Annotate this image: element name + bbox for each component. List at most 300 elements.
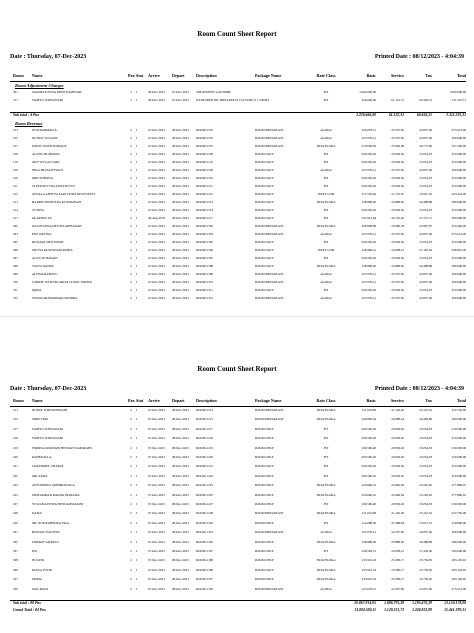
room-number-cell: 217	[13, 98, 18, 102]
report-title: Room Count Sheet Report	[197, 30, 277, 38]
depart-date-cell: 08-Dec-2023	[172, 264, 189, 268]
status-cell: I	[136, 511, 138, 516]
arrive-date-cell: 07-Dec-2023	[148, 426, 165, 431]
rate-class-cell: FIT	[323, 549, 329, 553]
package-cell: ROOM ONLY	[255, 248, 274, 252]
depart-date-cell: 08-Dec-2023	[172, 144, 189, 148]
service-cell: 22.597,82	[391, 136, 404, 140]
rate-class-cell: TIKET.COM	[317, 248, 335, 252]
table-row	[10, 256, 466, 263]
arrive-date-cell: 07-Dec-2023	[148, 288, 165, 292]
description-cell: ROOM-1214	[196, 208, 214, 212]
service-cell: 22.966,04	[391, 483, 404, 488]
tax-cell: 60.456,31	[419, 98, 432, 102]
guest-name-cell: MUHAMMAD RAKHA PRATAMA	[32, 492, 80, 497]
basic-cell: 1.900.000,00	[359, 90, 376, 94]
depart-date-cell: 08-Dec-2023	[172, 483, 189, 488]
subtotal-total: 13.150.178,00	[444, 601, 466, 605]
depart-date-cell: 08-Dec-2023	[172, 224, 189, 228]
package-cell: ROOM ONLY	[255, 176, 274, 180]
guest-name-cell: OKY WULAN SARI	[32, 160, 60, 164]
table-row	[10, 288, 466, 295]
depart-date-cell: 08-Dec-2023	[172, 272, 189, 276]
room-number-cell: 221	[13, 464, 18, 469]
basic-cell: 214.688,39	[361, 520, 376, 525]
pax-cell: 2	[130, 232, 132, 236]
description-cell: TREATMENT LAUNDRY	[196, 90, 232, 94]
pax-cell: 2	[130, 426, 132, 431]
room-number-cell: 307	[13, 256, 18, 260]
depart-date-cell: 08-Dec-2023	[172, 184, 189, 188]
total-cell: 250.000,00	[451, 176, 466, 180]
tax-cell: 23.054,93	[419, 436, 432, 441]
arrive-date-cell: 07-Dec-2023	[148, 248, 165, 252]
header-depart: Depart	[172, 73, 185, 78]
arrive-date-cell: 07-Dec-2023	[148, 272, 165, 276]
guest-name-cell: RIANA PUTRI	[32, 567, 52, 572]
status-cell: I	[136, 473, 138, 478]
pax-cell: 2	[130, 436, 132, 441]
description-cell: ROOM-1312	[196, 296, 214, 300]
depart-date-cell: 08-Dec-2023	[172, 288, 189, 292]
total-cell: 250.000,00	[451, 208, 466, 212]
tax-cell: 24.857,60	[419, 136, 432, 140]
guest-name-cell: VISNIA MUHAMMAD SONDRA	[32, 296, 78, 300]
table-row	[10, 264, 466, 271]
description-cell: ROOM-1227	[196, 502, 214, 506]
table-row	[10, 168, 466, 175]
pax-cell: 2	[130, 558, 132, 563]
rate-class-cell: FIT	[323, 436, 329, 441]
arrive-date-cell: 07-Dec-2023	[148, 144, 165, 148]
room-number-cell: 225	[13, 492, 18, 497]
table-row	[10, 280, 466, 287]
status-cell: I	[136, 208, 138, 212]
status-cell: I	[136, 586, 138, 591]
pax-cell: 2	[130, 160, 132, 164]
package-cell: ROOM BREAKFAST	[255, 224, 284, 228]
room-number-cell: 214	[13, 208, 18, 212]
service-cell: 20.959,02	[391, 464, 404, 469]
rate-class-cell: TRAVELOKA	[316, 492, 336, 497]
room-number-cell: 210	[13, 176, 18, 180]
status-cell: I	[136, 98, 138, 102]
package-cell: ROOM ONLY	[255, 152, 274, 156]
header-name: Name	[32, 398, 43, 403]
guest-name-cell: PRIMA	[32, 577, 43, 582]
table-row	[10, 436, 466, 443]
table-row	[10, 216, 466, 223]
service-cell: 22.597,82	[391, 586, 404, 591]
pax-cell: 2	[130, 200, 132, 204]
table-row	[10, 184, 466, 191]
package-cell: ROOM BREAKFAST	[255, 144, 284, 148]
status-cell: I	[136, 417, 138, 422]
total-cell: 250.000,00	[451, 426, 466, 431]
pax-cell: 2	[130, 530, 132, 535]
basic-cell: 225.978,12	[361, 232, 376, 236]
basic-cell: 209.590,26	[361, 288, 376, 292]
service-cell: 20.959,02	[391, 288, 404, 292]
arrive-date-cell: 07-Dec-2023	[148, 264, 165, 268]
room-number-cell: 301	[13, 530, 18, 535]
depart-date-cell: 08-Dec-2023	[172, 280, 189, 284]
service-cell: 24.791,29	[391, 216, 404, 220]
basic-cell: 209.590,26	[361, 184, 376, 188]
service-cell: 23.888,20	[391, 264, 404, 268]
guest-name-cell: AGUNG BUDIMAN	[32, 152, 60, 156]
room-number-cell: 109	[13, 168, 18, 172]
room-number-cell: 327	[13, 577, 18, 582]
arrive-date-cell: 07-Dec-2023	[148, 473, 165, 478]
room-number-cell: 305	[13, 240, 18, 244]
guest-name-cell: OLARIESCYA	[32, 216, 52, 220]
tax-cell: 24.857,60	[419, 296, 432, 300]
table-row	[10, 248, 466, 255]
rate-class-cell: TRAVELOKA	[316, 539, 336, 544]
guest-name-cell: ANTONIMUS ADHIPRAYOGA	[32, 483, 75, 488]
rate-class-cell: TRAVELOKA	[316, 264, 336, 268]
total-cell: 250.000,00	[451, 256, 466, 260]
description-cell: ROOM-1217	[196, 426, 214, 431]
arrive-date-cell: 07-Dec-2023	[148, 464, 165, 469]
table-row	[10, 224, 466, 231]
header-pax: Pax	[128, 73, 135, 78]
status-cell: I	[136, 426, 138, 431]
description-cell: ROOM-1310	[196, 280, 214, 284]
guest-name-cell: NUR RAHMAD A.	[32, 128, 58, 132]
tax-cell: 24.857,60	[419, 232, 432, 236]
package-cell: ROOM ONLY	[255, 426, 274, 431]
description-cell: ROOM-1210	[196, 176, 214, 180]
service-cell: 20.689,78	[391, 224, 404, 228]
rate-class-cell: FIT	[323, 464, 329, 469]
table-row	[10, 272, 466, 279]
description-cell: ROOM-1305	[196, 240, 214, 244]
basic-cell: 225.978,12	[361, 586, 376, 591]
table-row	[10, 408, 466, 415]
table-row	[10, 530, 466, 537]
status-cell: I	[136, 567, 138, 572]
basic-cell: 209.590,26	[361, 455, 376, 459]
basic-cell: 238.880,60	[361, 264, 376, 268]
arrive-date-cell: 07-Dec-2023	[148, 492, 165, 497]
report-page-1	[0, 0, 474, 316]
header-depart: Depart	[172, 398, 185, 403]
description-cell: ROOM-1215	[196, 417, 214, 422]
description-cell: ROOM-1217	[196, 216, 214, 220]
service-cell: 24.088,24	[391, 417, 404, 422]
guest-name-cell: YUNITA	[32, 208, 44, 212]
subtotal-total: 2.311.225,31	[446, 113, 466, 117]
basic-cell: 209.590,26	[361, 426, 376, 431]
arrive-date-cell: 07-Dec-2023	[148, 200, 165, 204]
tax-cell: 25.739,05	[419, 577, 432, 582]
header-name: Name	[32, 73, 43, 78]
package-cell: ROOM ONLY	[255, 445, 274, 450]
rate-class-cell: TRAVELOKA	[316, 144, 336, 148]
service-cell: 20.959,02	[391, 152, 404, 156]
room-number-cell: 305	[13, 539, 18, 544]
total-cell: 273.514,00	[451, 586, 466, 591]
table-row	[10, 176, 466, 183]
rate-class-cell: TRAVELOKA	[316, 511, 336, 516]
tax-cell: 26.488,89	[419, 539, 432, 544]
rate-class-cell: FIT	[323, 90, 329, 94]
rate-class-cell: AGODA	[320, 280, 332, 284]
arrive-date-cell: 07-Dec-2023	[148, 128, 165, 132]
header-package: Package Name	[255, 73, 282, 78]
guest-name-cell: ALFINA RAHAYU	[32, 272, 58, 276]
room-number-cell: 306	[13, 248, 18, 252]
total-cell: 269.000,00	[451, 168, 466, 172]
depart-date-cell: 08-Dec-2023	[172, 455, 189, 459]
table-row	[10, 136, 466, 143]
pax-cell: 2	[130, 464, 132, 469]
tax-cell: 24.857,60	[419, 280, 432, 284]
arrive-date-cell: 07-Dec-2023	[148, 280, 165, 284]
tax-cell: 27.272,71	[419, 216, 432, 220]
table-row	[10, 483, 466, 490]
tax-cell: 24.857,60	[419, 168, 432, 172]
depart-date-cell: 08-Dec-2023	[172, 586, 189, 591]
depart-date-cell: 08-Dec-2023	[172, 240, 189, 244]
room-number-cell: 330	[13, 586, 18, 591]
header-pax: Pax	[128, 398, 135, 403]
header-rate-class: Rate Class	[316, 398, 336, 403]
depart-date-cell: 08-Dec-2023	[172, 511, 189, 516]
printed-date: Printed Date : 08/12/2023 - 4:04:39	[374, 54, 464, 60]
subtotal-row	[10, 601, 466, 608]
depart-date-cell: 08-Dec-2023	[172, 417, 189, 422]
package-cell: ROOM ONLY	[255, 216, 274, 220]
table-row	[10, 144, 466, 151]
basic-cell: 226.078,15	[361, 128, 376, 132]
tax-cell: 26.469,89	[419, 417, 432, 422]
package-cell: ROOM ONLY	[255, 200, 274, 204]
status-cell: I	[136, 539, 138, 544]
tax-cell: 23.054,93	[419, 464, 432, 469]
total-cell: 273.514,60	[451, 128, 466, 132]
status-cell: I	[136, 408, 138, 412]
service-cell: 20.959,02	[391, 256, 404, 260]
description-cell: ROOM-1303	[196, 232, 214, 236]
service-cell: 21.755,97	[391, 192, 404, 196]
package-cell: ROOM ONLY	[255, 567, 274, 572]
status-cell: I	[136, 264, 138, 268]
table-row	[10, 493, 466, 500]
depart-date-cell: 08-Dec-2023	[172, 426, 189, 431]
tax-cell: 23.191,52	[419, 408, 432, 412]
depart-date-cell: 08-Dec-2023	[172, 558, 189, 563]
status-cell: I	[136, 549, 138, 553]
package-cell: ROOM ONLY	[255, 492, 274, 497]
description-cell: ROOM-1327	[196, 577, 214, 582]
basic-cell: 238.880,60	[361, 539, 376, 544]
package-cell: ROOM BREAKFAST	[255, 280, 284, 284]
rate-class-cell: TRAVELOKA	[316, 567, 336, 572]
status-cell: I	[136, 577, 138, 582]
pax-cell: 2	[130, 408, 132, 412]
service-cell: 23.399,17	[391, 558, 404, 563]
arrive-date-cell: 07-Dec-2023	[148, 455, 165, 459]
package-cell: ROOM BREAKFAST	[255, 417, 284, 422]
service-cell: 20.959,02	[391, 436, 404, 441]
section-title-room-revenue: Room Revenue	[15, 121, 43, 126]
package-cell: ROOM ONLY	[255, 208, 274, 212]
status-cell: I	[136, 483, 138, 488]
depart-date-cell: 08-Dec-2023	[172, 473, 189, 478]
pax-cell: 2	[130, 98, 132, 102]
room-number-cell: 312	[13, 296, 18, 300]
rate-class-cell: AGODA	[320, 296, 332, 300]
room-number-cell: 302	[13, 224, 18, 228]
room-number-cell: 110	[13, 160, 18, 164]
tax-cell: 24.857,60	[419, 128, 432, 132]
pax-cell: 2	[130, 520, 132, 525]
depart-date-cell: 08-Dec-2023	[172, 296, 189, 300]
rate-class-cell: AGODA	[320, 272, 332, 276]
pax-cell: 2	[130, 492, 132, 497]
room-number-cell: 228	[13, 511, 18, 516]
status-cell: I	[136, 224, 138, 228]
table-row	[10, 128, 466, 135]
room-number-cell: 309	[13, 567, 18, 572]
tax-cell: 29.772,69	[419, 144, 432, 148]
guest-name-cell: MUTYA RUSDWIARI RUBIA	[32, 248, 73, 252]
arrive-date-cell: 07-Dec-2023	[148, 483, 165, 488]
package-cell: ROOM BREAKFAST	[255, 408, 284, 412]
report-page-2	[0, 316, 474, 633]
rate-class-cell: FIT	[323, 445, 329, 450]
table-row	[10, 417, 466, 424]
subtotal-label: Sub total : 80 Pax	[13, 601, 42, 605]
guest-name-cell: DALIN ANNA DEWITA MEHANAH	[32, 224, 82, 228]
header-total: Total	[456, 398, 466, 403]
status-cell: I	[136, 136, 138, 140]
service-cell: 23.888,20	[391, 539, 404, 544]
basic-cell: 209.590,26	[361, 160, 376, 164]
package-cell: ROOM ONLY	[255, 288, 274, 292]
service-cell: 61.122,31	[391, 98, 404, 102]
basic-cell: 225.978,12	[361, 272, 376, 276]
report-title-2: Room Count Sheet Report	[197, 365, 277, 373]
tax-cell: 23.054,93	[419, 240, 432, 244]
service-cell: 20.959,02	[391, 426, 404, 431]
total-cell: 289.000,00	[451, 200, 466, 204]
tax-cell: 23.927,56	[419, 192, 432, 196]
service-cell: 22.597,82	[391, 280, 404, 284]
service-cell: 22.597,82	[391, 296, 404, 300]
basic-cell: 247.912,84	[361, 216, 376, 220]
rate-class-cell: TIKET.COM	[317, 192, 335, 196]
guest-name-cell: NURUL WIDYANINGSIH	[32, 408, 68, 412]
room-number-cell: 220	[13, 455, 18, 459]
total-cell: 250.000,00	[451, 160, 466, 164]
arrive-date-cell: 06-Dec-2023	[148, 90, 165, 94]
pax-cell: 2	[130, 272, 132, 276]
package-cell: ROOM ONLY	[255, 464, 274, 469]
rate-class-cell: FIT	[323, 208, 329, 212]
package-cell: ROOM BREAKFAST	[255, 272, 284, 276]
depart-date-cell: 08-Dec-2023	[172, 464, 189, 469]
depart-date-cell: 08-Dec-2023	[172, 200, 189, 204]
basic-cell: 225.978,12	[361, 530, 376, 535]
depart-date-cell: 08-Dec-2023	[172, 152, 189, 156]
total-cell: 283.129,65	[451, 567, 466, 572]
pax-cell: 2	[130, 192, 132, 196]
column-header-row-2	[10, 397, 466, 407]
rate-class-cell: FIT	[323, 520, 329, 525]
pax-cell: 2	[130, 539, 132, 544]
depart-date-cell: 08-Dec-2023	[172, 502, 189, 506]
total-cell: 252.750,00	[451, 408, 466, 412]
description-cell: ROOM-1219	[196, 445, 214, 450]
rate-class-cell: FIT	[323, 288, 329, 292]
room-number-cell: 105	[13, 136, 18, 140]
package-cell: ROOM ONLY	[255, 192, 274, 196]
rate-class-cell: AGODA	[320, 168, 332, 172]
total-cell: 250.000,00	[451, 184, 466, 188]
rate-class-cell: FIT	[323, 152, 329, 156]
room-number-cell: 309	[13, 272, 18, 276]
depart-date-cell: 08-Dec-2023	[172, 136, 189, 140]
rate-class-cell: FIT	[323, 455, 329, 459]
tax-cell: 25.262,65	[419, 492, 432, 497]
description-cell: ROOM-1307	[196, 549, 214, 553]
total-cell: 250.400,00	[451, 224, 466, 228]
pax-cell: 2	[130, 483, 132, 488]
depart-date-cell: 08-Dec-2023	[172, 192, 189, 196]
arrive-date-cell: 07-Dec-2023	[148, 417, 165, 422]
table-row	[10, 296, 466, 303]
total-cell: 1.900.000,00	[449, 90, 466, 94]
pax-cell: 2	[130, 288, 132, 292]
rate-class-cell: AGODA	[320, 586, 332, 591]
status-cell: I	[136, 530, 138, 535]
status-cell: I	[136, 152, 138, 156]
total-cell: 283.129,65	[451, 558, 466, 563]
basic-cell: 225.978,12	[361, 296, 376, 300]
guest-name-cell: MOCH. NOER SODIQUE	[32, 144, 67, 148]
arrive-date-cell: 07-Dec-2023	[148, 184, 165, 188]
package-cell: ROOM ONLY	[255, 558, 274, 563]
total-cell: 250.000,00	[451, 502, 466, 506]
pax-cell: 2	[130, 549, 132, 553]
package-cell: ROOM ONLY	[255, 168, 274, 172]
table-row	[10, 90, 466, 97]
table-row	[10, 192, 466, 199]
basic-cell: 209.590,26	[361, 464, 376, 469]
total-cell: 290.000,00	[451, 417, 466, 422]
package-cell: ROOM ONLY	[255, 483, 274, 488]
total-cell: 250.000,00	[451, 464, 466, 469]
arrive-date-cell: 07-Dec-2023	[148, 436, 165, 441]
service-cell: 24.958,21	[391, 549, 404, 553]
service-cell: 20.959,02	[391, 184, 404, 188]
guest-name-cell: MAS BASO	[32, 586, 49, 591]
arrive-date-cell: 07-Dec-2023	[148, 549, 165, 553]
guest-name-cell: CORRIE JULIETRI ARIYA CLINIC WAHYA	[32, 280, 92, 284]
description-cell: ROOM-1308	[196, 264, 214, 268]
room-number-cell: 218	[13, 436, 18, 441]
pax-cell: 2	[130, 586, 132, 591]
total-cell: 250.000,00	[451, 152, 466, 156]
room-number-cell: 308	[13, 264, 18, 268]
depart-date-cell: 08-Dec-2023	[172, 492, 189, 497]
status-cell: I	[136, 520, 138, 525]
status-cell: I	[136, 256, 138, 260]
